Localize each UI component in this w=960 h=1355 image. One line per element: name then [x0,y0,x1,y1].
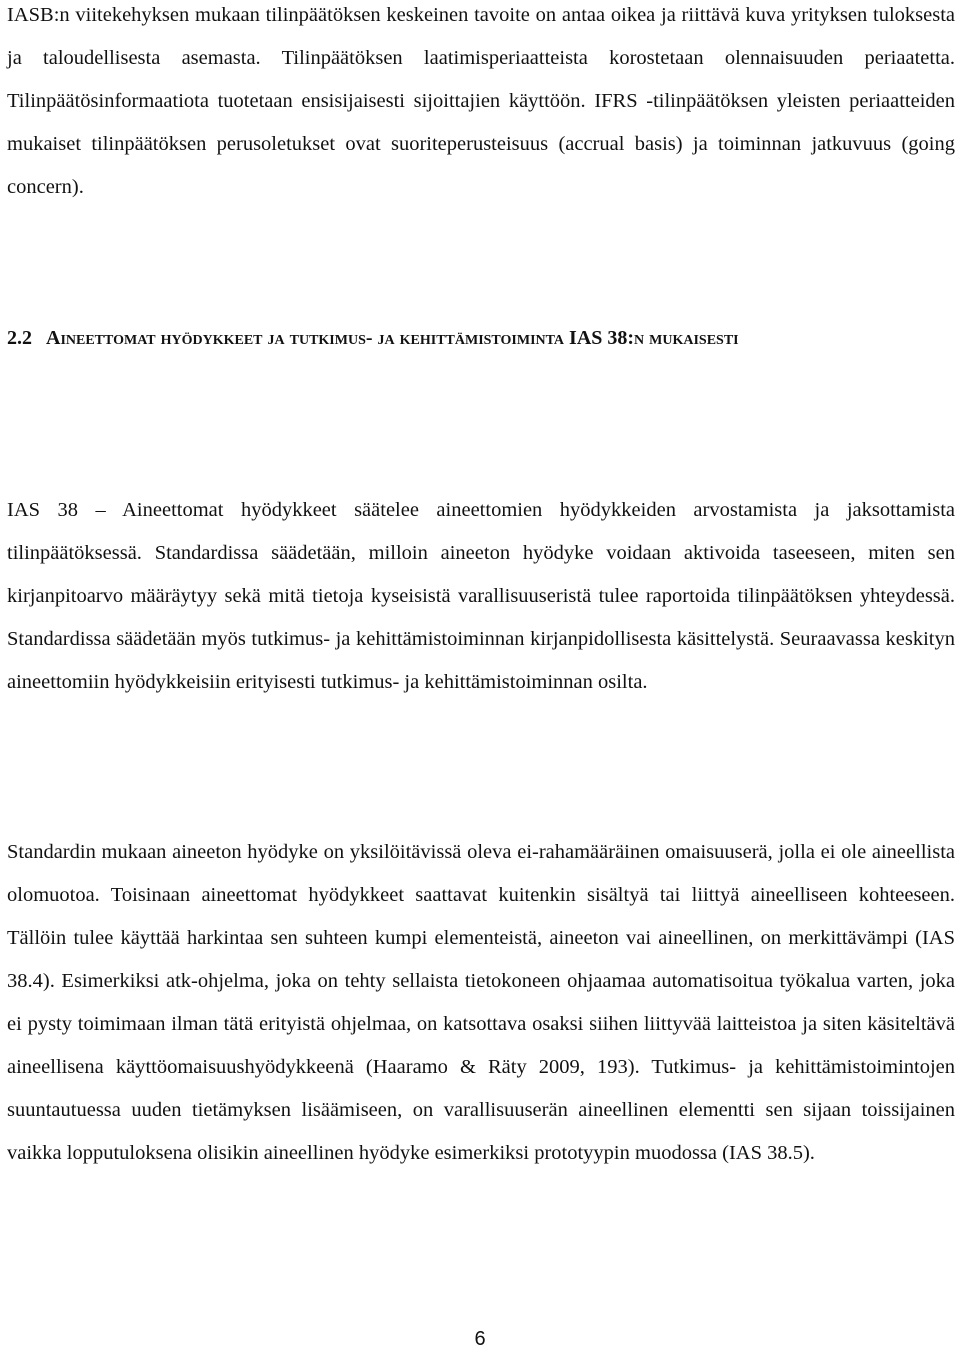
section-number: 2.2 [7,327,32,349]
definition-paragraph: Standardin mukaan aineeton hyödyke on yksilöitävissä oleva ei-rahamääräinen omaisuuserä, jolla ei ole aineellista olomuotoa. Toisinaan aineettomat hyödykkeet saattavat kuitenkin sisältyä tai liittyä aineelliseen kohteeseen. Tällöin tulee käyttää harkintaa sen suhteen kumpi elementeistä, aineeton vai aineellinen, on merkittävämpi (IAS 38.4). Esimerkiksi atk-ohjelma, joka on tehty sellaista tietokoneen ohjaamaa automatisoitua työkalua varten, joka ei pysty toimimaan ilman tätä erityistä ohjelmaa, on katsottava osaksi siihen liittyvää laitteistoa ja siten käsiteltävä aineellisena käyttöomaisuushyödykkeenä (Haaramo & Räty 2009, 193). Tutkimus- ja kehittämistoimintojen suuntautuessa uuden tietämyksen lisäämiseen, on varallisuuserän aineellinen elementti sen sijaan toissijainen vaikka lopputuloksena olisikin aineellinen hyödyke esimerkiksi prototyypin muodossa (IAS 38.5). [7,841,955,1164]
section-heading [7,316,955,360]
ias38-intro-paragraph: IAS 38 – Aineettomat hyödykkeet säätelee aineettomien hyödykkeiden arvostamista ja jaksottamista tilinpäätöksessä. Standardissa säädetään, milloin aineeton hyödyke voidaan aktivoida taseeseen, miten sen kirjanpitoarvo määräytyy sekä mitä tietoja kyseisistä varallisuuseristä tulee raportoida tilinpäätöksen yhteydessä. Standardissa säädetään myös tutkimus- ja kehittämistoiminnan kirjanpidollisesta käsittelystä. Seuraavassa keskityn aineettomiin hyödykkeisiin erityisesti tutkimus- ja kehittämistoiminnan osilta. [7,499,955,693]
section-title: Aineettomat hyödykkeet ja tutkimus- ja kehittämistoiminta IAS 38:n mukaisesti [46,327,739,349]
intro-paragraph: IASB:n viitekehyksen mukaan tilinpäätöksen keskeinen tavoite on antaa oikea ja riittävä kuva yrityksen tuloksesta ja taloudellisesta asemasta. Tilinpäätöksen laatimisperiaatteista korostetaan olennaisuuden periaatetta. Tilinpäätösinformaatiota tuotetaan ensisijaisesti sijoittajien käyttöön. IFRS -tilinpäätöksen yleisten periaatteiden mukaiset tilinpäätöksen perusoletukset ovat suoriteperusteisuus (accrual basis) ja toiminnan jatkuvuus (going concern). [7,4,955,198]
page-number: 6 [474,1328,486,1350]
